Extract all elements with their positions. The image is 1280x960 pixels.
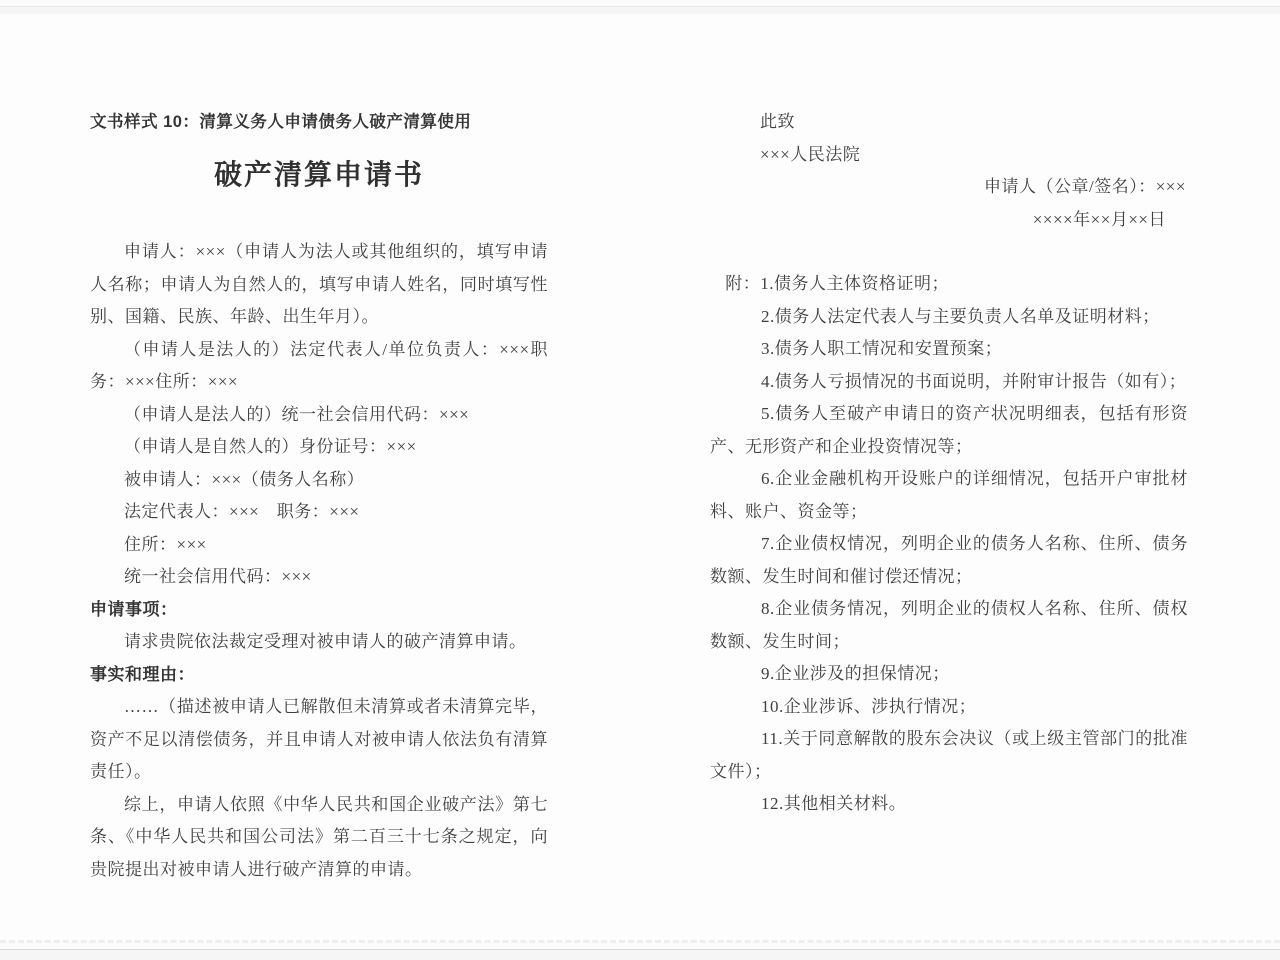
attachment-item: 10.企业涉诉、涉执行情况； (761, 696, 977, 716)
form-style-label: 文书样式 10：清算义务人申请债务人破产清算使用 (90, 113, 472, 131)
paragraph-request: 请求贵院依法裁定受理对被申请人的破产清算申请。 (124, 632, 527, 651)
paragraph-id-number: （申请人是自然人的）身份证号：××× (124, 437, 417, 456)
paragraph-respondent-rep: 法定代表人：××× 职务：××× (124, 502, 360, 521)
attachment-item: 8.企业债务情况，列明企业的债权人名称、住所、债权数额、发生时间； (710, 599, 1188, 651)
page-right-body (710, 106, 1188, 821)
attachment-item (710, 268, 1188, 301)
paragraph-respondent-credit-code: 统一社会信用代码：××× (124, 567, 312, 586)
attachment-item: 4.债务人亏损情况的书面说明，并附审计报告（如有）； (761, 371, 1187, 391)
paragraph-respondent: 被申请人：×××（债务人名称） (124, 469, 365, 489)
attachments-label: 附： (725, 274, 761, 293)
attachment-item: 2.债务人法定代表人与主要负责人名单及证明材料； (761, 306, 1160, 326)
paragraph-facts: ……（描述被申请人已解散但未清算或者未清算完毕，资产不足以清偿债务，并且申请人对被申请人依法负有清算责任）。 (90, 697, 548, 781)
court-name: ×××人民法院 (760, 144, 861, 164)
attachment-item: 7.企业债权情况，列明企业的债务人名称、住所、债务数额、发生时间和催讨偿还情况； (710, 534, 1188, 586)
scan-bottom-dashed-edge (0, 940, 1280, 943)
attachment-item-text: 1.债务人主体资格证明； (760, 274, 950, 293)
attachment-item: 12.其他相关材料。 (761, 794, 907, 813)
salutation: 此致 (760, 112, 795, 131)
document-sheet (0, 14, 1280, 942)
attachment-item: 9.企业涉及的担保情况； (761, 664, 950, 683)
scan-bottom-edge (0, 949, 1280, 960)
page-left-body (90, 236, 548, 886)
attachments-list (710, 268, 1188, 821)
paragraph-applicant: 申请人：×××（申请人为法人或其他组织的，填写申请人名称；申请人为自然人的，填写申请人姓名，同时填写性别、国籍、民族、年龄、出生年月）。 (90, 242, 548, 326)
document-title: 破产清算申请书 (213, 160, 424, 191)
attachment-item: 5.债务人至破产申请日的资产状况明细表，包括有形资产、无形资产和企业投资情况等； (710, 404, 1188, 456)
date-line: ××××年××月××日 (1032, 209, 1166, 229)
attachment-item: 6.企业金融机构开设账户的详细情况，包括开户审批材料、账户、资金等； (710, 469, 1188, 521)
heading-application-items: 申请事项： (90, 599, 178, 619)
paragraph-conclusion: 综上，申请人依照《中华人民共和国企业破产法》第七条、《中华人民共和国公司法》第二百三十七条之规定，向贵院提出对被申请人进行破产清算的申请。 (90, 794, 548, 879)
heading-facts-reasons: 事实和理由： (90, 664, 195, 684)
signature-line: 申请人（公章/签名）：××× (984, 177, 1186, 196)
paragraph-respondent-address: 住所：××× (124, 534, 207, 554)
attachment-item: 11.关于同意解散的股东会决议（或上级主管部门的批准文件）； (710, 729, 1188, 781)
paragraph-legal-rep: （申请人是法人的）法定代表人/单位负责人：×××职务：×××住所：××× (90, 339, 549, 391)
paragraph-credit-code-legal: （申请人是法人的）统一社会信用代码：××× (124, 404, 470, 424)
attachment-item: 3.债务人职工情况和安置预案； (761, 339, 1003, 358)
